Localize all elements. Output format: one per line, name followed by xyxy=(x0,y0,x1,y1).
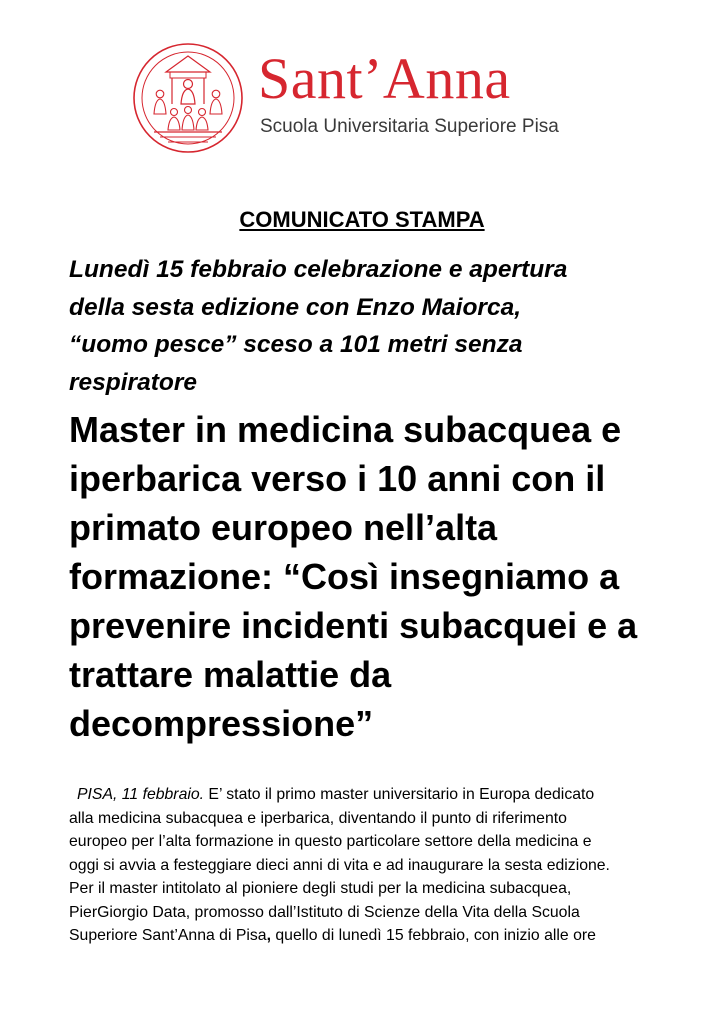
subtitle xyxy=(69,251,659,401)
body-line-text: Superiore Sant’Anna di Pisa xyxy=(69,927,267,944)
body-line-text: quello di lunedì 15 febbraio, con inizio alle ore xyxy=(270,927,596,944)
headline xyxy=(69,405,669,748)
university-seal-icon xyxy=(132,42,244,154)
body-line: europeo per l’alta formazione in questo particolare settore della medicina e xyxy=(69,833,592,850)
headline-line: trattare malattie da xyxy=(69,654,392,695)
headline-line: iperbarica verso i 10 anni con il xyxy=(69,458,606,499)
headline-line: Master in medicina subacquea e xyxy=(69,409,622,450)
headline-line: prevenire incidenti subacquei e a xyxy=(69,605,638,646)
brand-subtitle: Scuola Universitaria Superiore Pisa xyxy=(260,116,559,137)
body-line-text: E’ stato il primo master universitario in Europa dedicato xyxy=(204,786,595,803)
body-paragraph xyxy=(69,783,669,948)
body-line: Per il master intitolato al pioniere degli studi per la medicina subacquea, xyxy=(69,880,572,897)
body-line: alla medicina subacquea e iperbarica, diventando il punto di riferimento xyxy=(69,809,567,827)
brand-name: Sant’Anna xyxy=(258,46,511,111)
subtitle-line: “uomo pesce” sceso a 101 metri senza xyxy=(69,331,523,358)
body-line xyxy=(69,783,669,807)
subtitle-line: respiratore xyxy=(69,368,198,396)
subtitle-line: Lunedì 15 febbraio celebrazione e apertura xyxy=(69,256,568,283)
body-line xyxy=(69,924,669,948)
press-release-label: COMUNICATO STAMPA xyxy=(239,207,485,232)
bold-comma: , xyxy=(266,927,271,944)
dateline: PISA, 11 febbraio. xyxy=(77,786,205,803)
letterhead xyxy=(132,42,559,157)
body-line: PierGiorgio Data, promosso dall’Istituto di Scienze della Vita della Scuola xyxy=(69,903,580,921)
headline-line: primato europeo nell’alta xyxy=(69,507,498,548)
headline-line: formazione: “Così insegniamo a xyxy=(69,556,620,597)
subtitle-line: della sesta edizione con Enzo Maiorca, xyxy=(69,293,522,321)
body-line: oggi si avvia a festeggiare dieci anni di vita e ad inaugurare la sesta edizione. xyxy=(69,856,610,874)
headline-line: decompressione” xyxy=(69,703,374,744)
